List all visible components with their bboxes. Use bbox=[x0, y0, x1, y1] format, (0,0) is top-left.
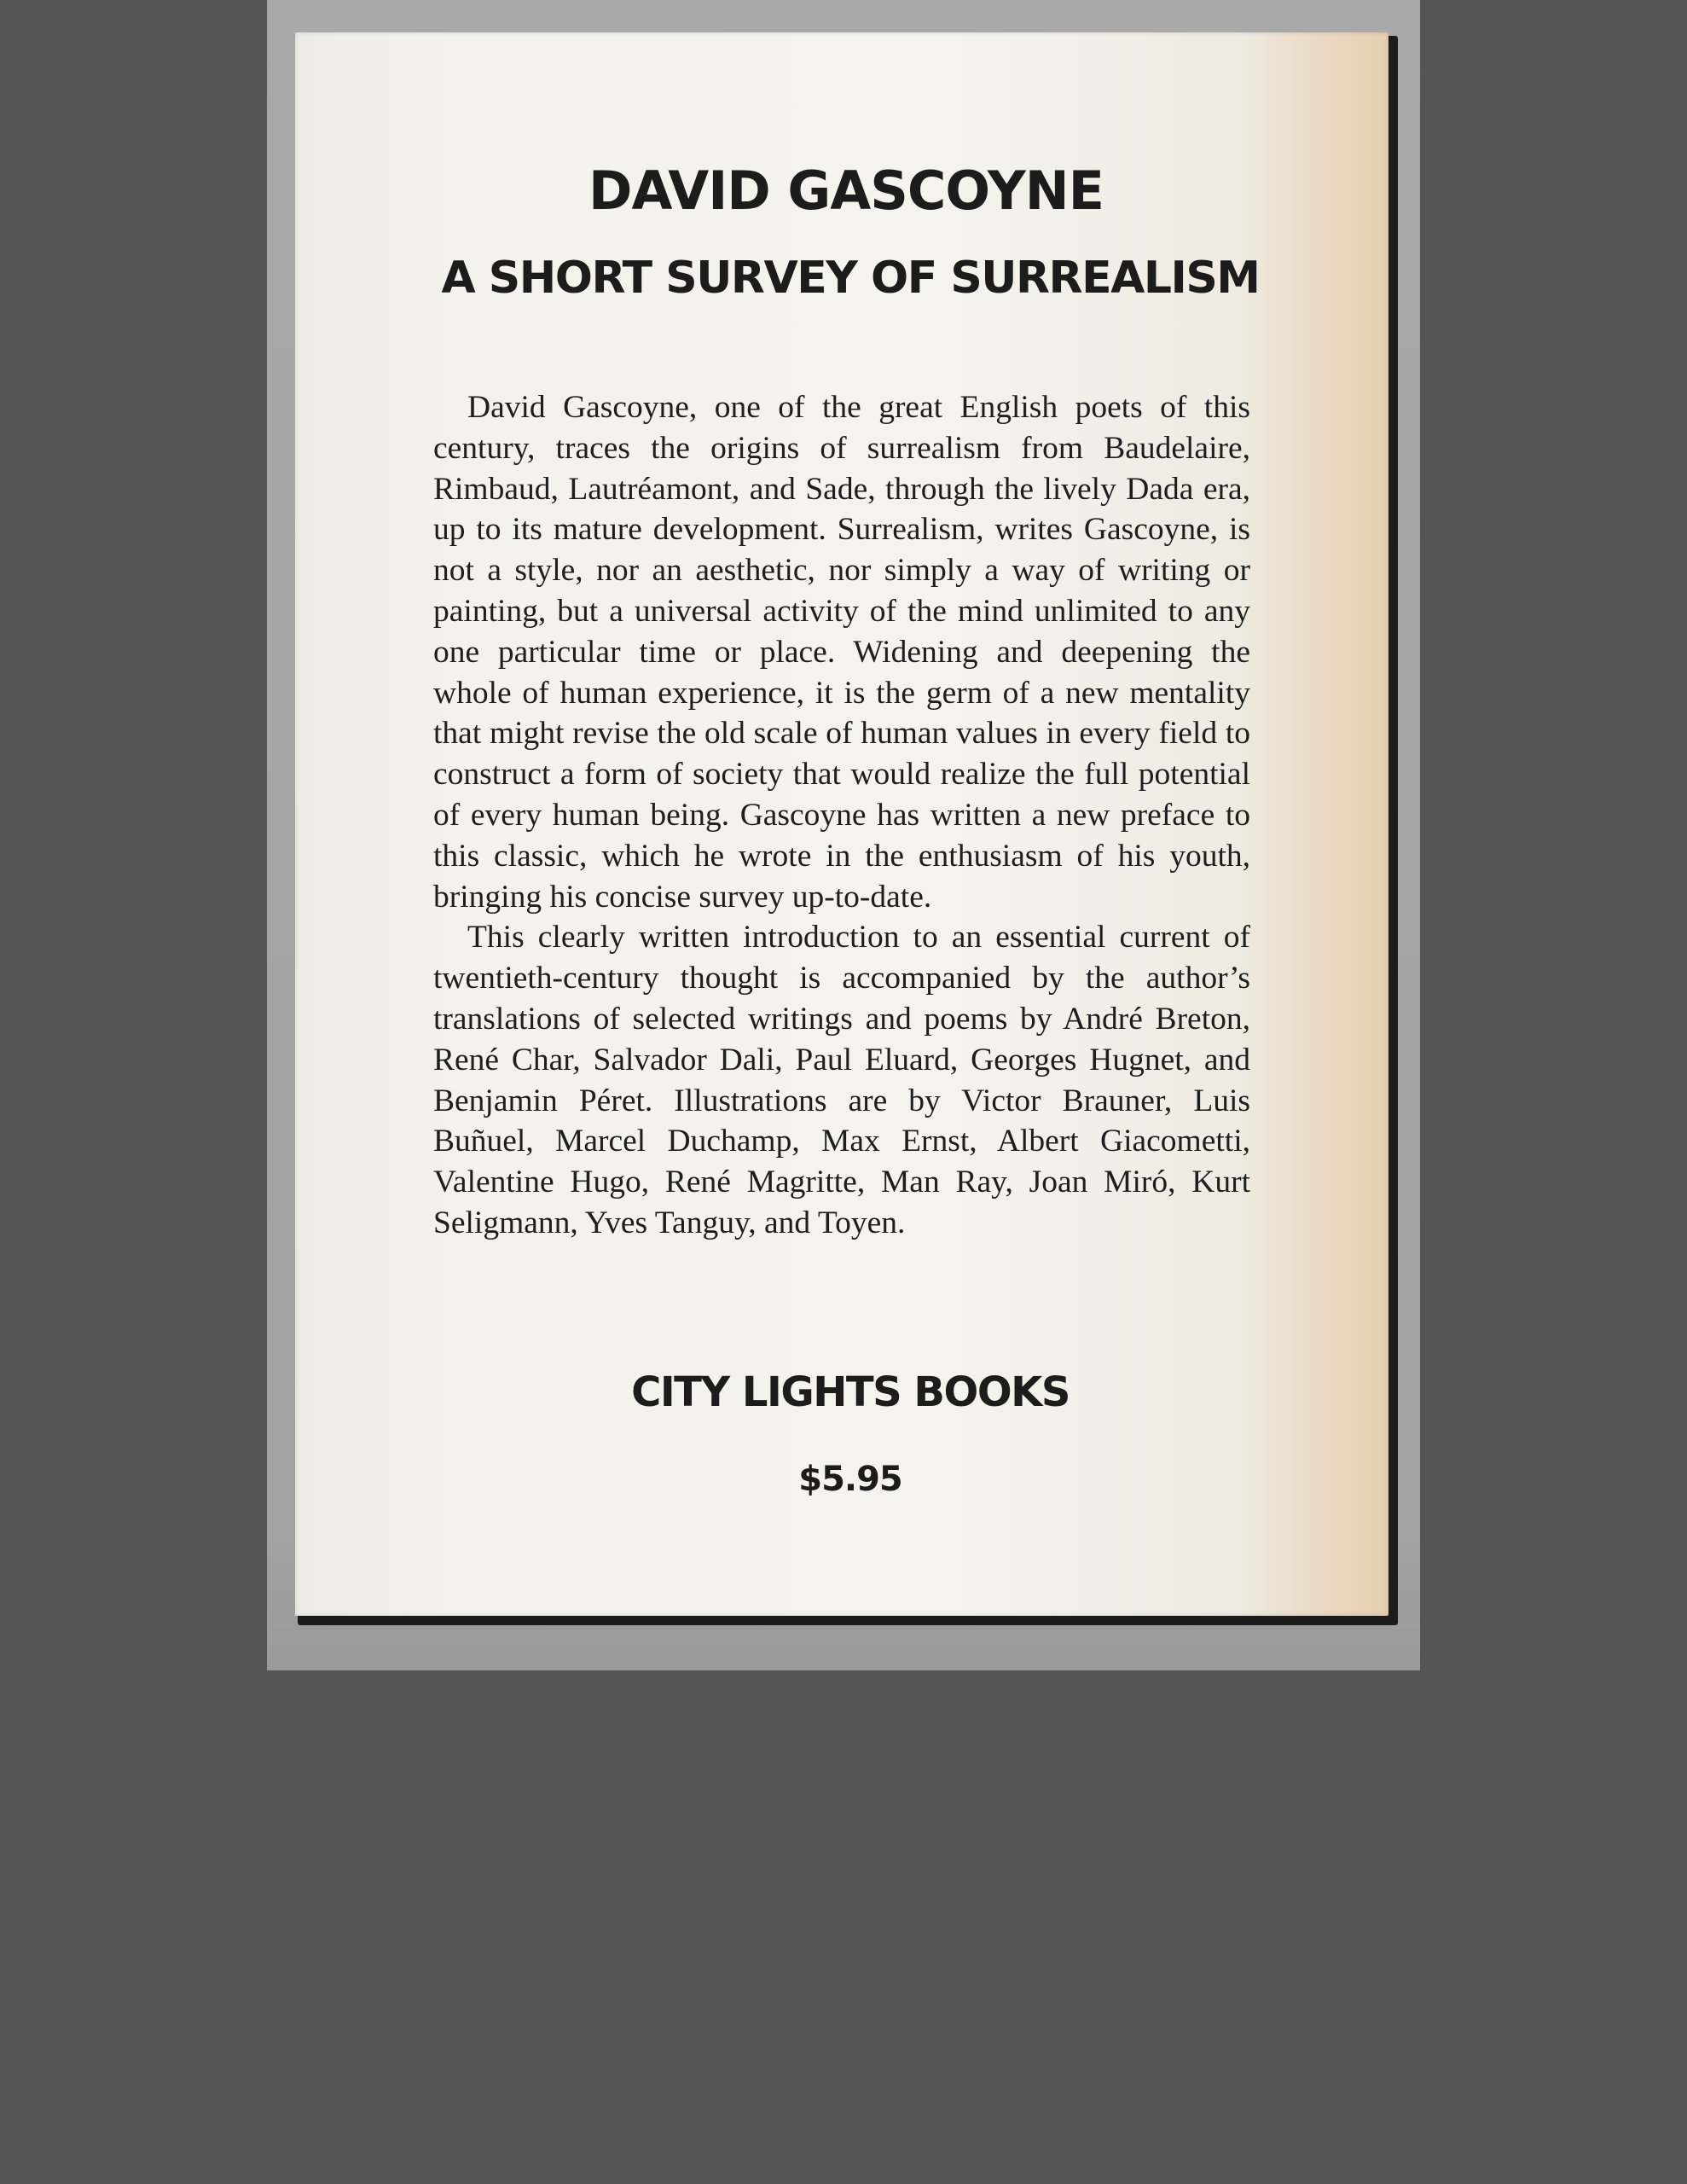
cover-content bbox=[295, 32, 1388, 1616]
blurb-text bbox=[433, 387, 1250, 1244]
book-back-cover bbox=[295, 32, 1388, 1616]
blurb-paragraph-1: David Gascoyne, one of the great English poets of this century, traces the origins of surrealism from Baudelaire, Rimbaud, Lautréamont, and Sade, through the lively Dada era, up to its mature development. Surrealism, writes Gascoyne, is not a style, nor an aesthetic, nor simply a way of writing or painting, but a universal activity of the mind unlimited to any one particular time or place. Widening and deepening the whole of human experience, it is the germ of a new mentality that might revise the old scale of human values in every field to construct a form of society that would realize the full potential of every human being. Gascoyne has written a new preface to this classic, which he wrote in the enthusiasm of his youth, bringing his concise survey up-to-date. bbox=[433, 390, 1250, 915]
price-label: $5.95 bbox=[798, 1460, 902, 1499]
author-name: DAVID GASCOYNE bbox=[588, 160, 1104, 222]
publisher-name: CITY LIGHTS BOOKS bbox=[631, 1368, 1070, 1416]
book-title: A SHORT SURVEY OF SURREALISM bbox=[441, 253, 1260, 304]
blurb-paragraph-2: This clearly written introduction to an essential current of twentieth-century thought is accompanied by the author’s translations of selected writings and poems by André Breton, René Char, Salvador Dali, Paul Eluard, Georges Hugnet, and Benjamin Péret. Illustrations are by Victor Brauner, Luis Buñuel, Marcel Duchamp, Max Ernst, Albert Giacometti, Valentine Hugo, René Magritte, Man Ray, Joan Miró, Kurt Seligmann, Yves Tanguy, and Toyen. bbox=[433, 920, 1250, 1240]
